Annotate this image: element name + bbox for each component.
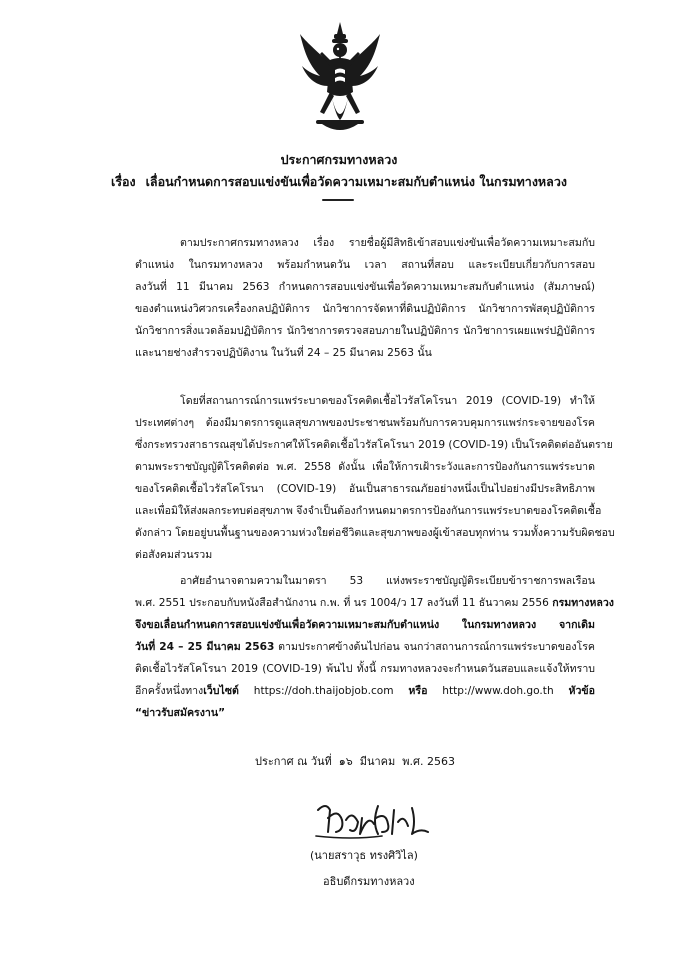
original-date-bold: วันที่ 24 – 25 มีนาคม 2563 [135, 641, 275, 653]
subject-label: เรื่อง [111, 174, 136, 189]
paragraph-line: และเพื่อมิให้ส่งผลกระทบต่อสุขภาพ จึงจำเป็นต้องกำหนดมาตรการป้องกันการแพร่ระบาดของโรคติดเชื้อ [135, 505, 602, 517]
signer-title: อธิบดีกรมทางหลวง [323, 875, 415, 888]
document-subject [0, 172, 678, 192]
paragraph-line: ตามประกาศกรมทางหลวง เรื่อง รายชื่อผู้มีสิทธิเข้าสอบแข่งขันเพื่อวัดความเหมาะสมกับ [180, 237, 595, 249]
paragraph-line: ซึ่งกระทรวงสาธารณสุขได้ประกาศให้โรคติดเชื้อไวรัสโคโรนา 2019 (COVID-19) เป็นโรคติดต่ออันตราย [135, 439, 613, 451]
paragraph-covid-reason [135, 390, 615, 566]
paragraph-line: อาศัยอำนาจตามความในมาตรา 53 แห่งพระราชบัญญัติระเบียบข้าราชการพลเรือน [180, 575, 595, 587]
announce-prefix: ประกาศ ณ วันที่ [255, 755, 332, 768]
paragraph-line: ติดเชื้อไวรัสโคโรนา 2019 (COVID-19) พ้นไป ทั้งนี้ กรมทางหลวงจะกำหนดวันสอบและแจ้งให้ทราบ [135, 663, 595, 675]
paragraph-line: ประเทศต่างๆ ต้องมีมาตรการดูแลสุขภาพของประชาชนพร้อมกับการควบคุมการแพร่กระจายของโรค [135, 417, 595, 429]
or-word: หรือ [408, 685, 428, 697]
subject-text: เลื่อนกำหนดการสอบแข่งขันเพื่อวัดความเหมาะสมกับตำแหน่ง ในกรมทางหลวง [145, 174, 567, 189]
paragraph-line: โดยที่สถานการณ์การแพร่ระบาดของโรคติดเชื้อไวรัสโคโรนา 2019 (COVID-19) ทำให้ [180, 395, 595, 407]
department-name-bold: กรมทางหลวง [552, 597, 614, 609]
topic-text: “ข่าวรับสมัครงาน” [135, 707, 226, 719]
paragraph-line [135, 592, 614, 614]
paragraph-line [135, 636, 595, 658]
paragraph-line-bold: จึงขอเลื่อนกำหนดการสอบแข่งขันเพื่อวัดความเหมาะสมกับตำแหน่ง ในกรมทางหลวง จากเดิม [135, 619, 595, 631]
paragraph-line: ตำแหน่ง ในกรมทางหลวง พร้อมกำหนดวัน เวลา สถานที่สอบ และระเบียบเกี่ยวกับการสอบ [135, 259, 595, 271]
paragraph-reference [135, 232, 595, 364]
title-divider [322, 199, 354, 201]
paragraph-line: ของตำแหน่งวิศวกรเครื่องกลปฏิบัติการ นักวิชาการจัดหาที่ดินปฏิบัติการ นักวิชาการพัสดุปฏิบัติการ [135, 303, 595, 315]
topic-label: หัวข้อ [568, 685, 596, 697]
paragraph-line: นักวิชาการสิ่งแวดล้อมปฏิบัติการ นักวิชาการตรวจสอบภายในปฏิบัติการ นักวิชาการเผยแพร่ปฏิบัติการ [135, 325, 595, 337]
paragraph-line: และนายช่างสำรวจปฏิบัติงาน ในวันที่ 24 – 25 มีนาคม 2563 นั้น [135, 347, 432, 359]
paragraph-line: ดังกล่าว โดยอยู่บนพื้นฐานของความห่วงใยต่อชีวิตและสุขภาพของผู้เข้าสอบทุกท่าน รวมทั้งความรับผิดชอบ [135, 527, 615, 539]
paragraph-line: ลงวันที่ 11 มีนาคม 2563 กำหนดการสอบแข่งขันเพื่อวัดความเหมาะสมกับตำแหน่ง (สัมภาษณ์) [135, 281, 595, 293]
announce-year: พ.ศ. 2563 [402, 755, 456, 768]
paragraph-line [135, 680, 595, 702]
url-thaijobjob-link[interactable]: https://doh.thaijobjob.com [253, 685, 394, 697]
url-doh-link[interactable]: http://www.doh.go.th [442, 685, 554, 697]
announcement-date [255, 752, 455, 770]
paragraph-text: อีกครั้งหนึ่งทาง [135, 685, 204, 697]
announce-month: มีนาคม [359, 755, 396, 768]
website-label: เว็บไซต์ [203, 685, 239, 697]
announce-day: ๑๖ [338, 755, 353, 768]
paragraph-line: ของโรคติดเชื้อไวรัสโคโรนา (COVID-19) อันเป็นสาธารณภัยอย่างหนึ่งเป็นไปอย่างมีประสิทธิภาพ [135, 483, 595, 495]
document-title: ประกาศกรมทางหลวง [280, 152, 398, 167]
paragraph-postponement [135, 570, 614, 724]
paragraph-line: ตามพระราชบัญญัติโรคติดต่อ พ.ศ. 2558 ดังนั้น เพื่อให้การเฝ้าระวังและการป้องกันการแพร่ระบาด [135, 461, 595, 473]
signer-name: (นายสราวุธ ทรงศิวิไล) [310, 849, 418, 862]
paragraph-line: ต่อสังคมส่วนรวม [135, 549, 213, 561]
paragraph-text: ตามประกาศข้างต้นไปก่อน จนกว่าสถานการณ์การแพร่ระบาดของโรค [274, 641, 595, 653]
paragraph-text: พ.ศ. 2551 ประกอบกับหนังสือสำนักงาน ก.พ. ที่ นร 1004/ว 17 ลงวันที่ 11 ธันวาคม 2556 [135, 597, 553, 609]
handwritten-signature-icon [312, 800, 432, 842]
garuda-emblem-icon [298, 20, 382, 138]
